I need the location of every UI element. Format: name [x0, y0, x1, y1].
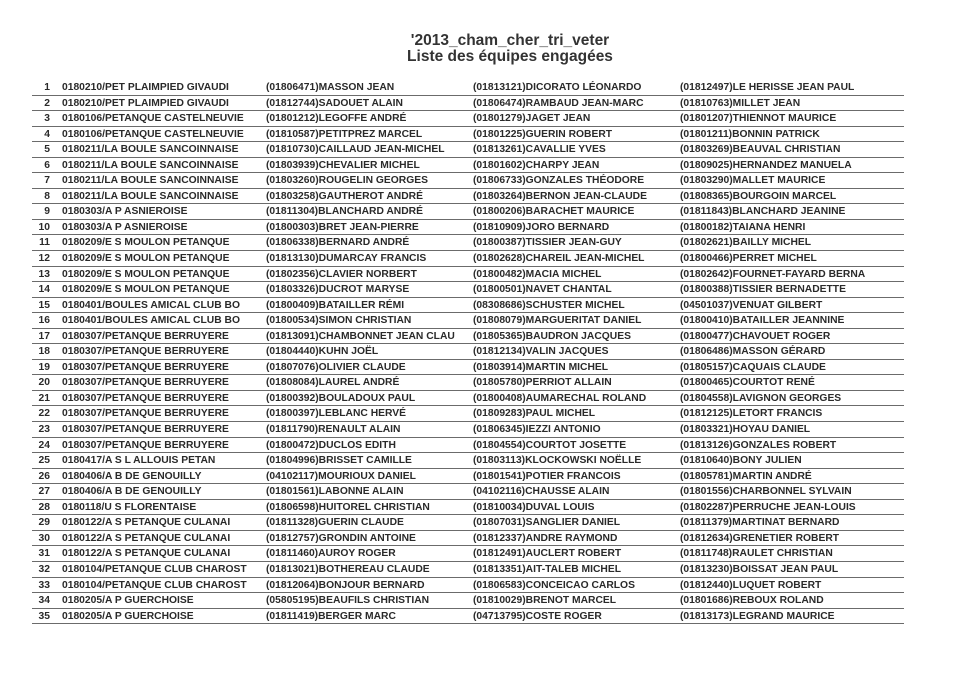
player-2: (01801279)JAGET JEAN	[473, 113, 591, 125]
club-name: 0180303/A P ASNIEROISE	[62, 206, 188, 218]
player-3: (01811843)BLANCHARD JEANINE	[680, 206, 846, 218]
team-number: 5	[44, 144, 50, 156]
player-3: (01809025)HERNANDEZ MANUELA	[680, 159, 852, 171]
player-1: (01812757)GRONDIN ANTOINE	[266, 532, 416, 544]
team-number: 30	[38, 532, 50, 544]
team-number: 28	[38, 501, 50, 513]
club-name: 0180211/LA BOULE SANCOINNAISE	[62, 144, 239, 156]
table-row	[32, 80, 904, 96]
player-1: (01804996)BRISSET CAMILLE	[266, 455, 412, 467]
club-name: 0180307/PETANQUE BERRUYERE	[62, 392, 229, 404]
player-1: (01804440)KUHN JOËL	[266, 346, 379, 358]
player-3: (01804558)LAVIGNON GEORGES	[680, 392, 842, 404]
club-name: 0180209/E S MOULON PETANQUE	[62, 284, 230, 296]
club-name: 0180122/A S PETANQUE CULANAI	[62, 548, 231, 560]
table-row	[32, 142, 904, 158]
table-row	[32, 531, 904, 547]
team-number: 6	[44, 159, 50, 171]
team-number: 24	[38, 439, 50, 451]
team-number: 15	[38, 299, 50, 311]
player-1: (01800472)DUCLOS EDITH	[266, 439, 396, 451]
player-2: (04102116)CHAUSSE ALAIN	[473, 486, 610, 498]
club-name: 0180307/PETANQUE BERRUYERE	[62, 439, 229, 451]
team-number: 27	[38, 486, 50, 498]
player-2: (01810034)DUVAL LOUIS	[473, 501, 595, 513]
club-name: 0180118/U S FLORENTAISE	[62, 501, 197, 513]
player-2: (01812337)ANDRE RAYMOND	[473, 532, 618, 544]
table-row	[32, 438, 904, 454]
team-number: 35	[38, 610, 50, 622]
table-row	[32, 500, 904, 516]
player-1: (01812744)SADOUET ALAIN	[266, 97, 403, 109]
table-row	[32, 344, 904, 360]
club-name: 0180210/PET PLAIMPIED GIVAUDI	[62, 97, 229, 109]
table-row	[32, 593, 904, 609]
player-1: (01811328)GUERIN CLAUDE	[266, 517, 404, 529]
player-3: (01800388)TISSIER BERNADETTE	[680, 284, 846, 296]
player-1: (01803260)ROUGELIN GEORGES	[266, 175, 428, 187]
club-name: 0180211/LA BOULE SANCOINNAISE	[62, 190, 239, 202]
team-number: 18	[38, 346, 50, 358]
table-row	[32, 173, 904, 189]
team-number: 33	[38, 579, 50, 591]
player-2: (01807031)SANGLIER DANIEL	[473, 517, 621, 529]
team-number: 11	[39, 237, 50, 249]
player-1: (01808084)LAUREL ANDRÉ	[266, 377, 400, 389]
player-3: (01801211)BONNIN PATRICK	[680, 128, 820, 140]
club-name: 0180307/PETANQUE BERRUYERE	[62, 424, 229, 436]
team-number: 13	[38, 268, 50, 280]
player-3: (01812634)GRENETIER ROBERT	[680, 532, 840, 544]
player-2: (01813261)CAVALLIE YVES	[473, 144, 606, 156]
team-number: 34	[38, 595, 50, 607]
player-3: (01811379)MARTINAT BERNARD	[680, 517, 840, 529]
club-name: 0180307/PETANQUE BERRUYERE	[62, 377, 229, 389]
player-2: (01800206)BARACHET MAURICE	[473, 206, 635, 218]
player-3: (01808365)BOURGOIN MARCEL	[680, 190, 837, 202]
team-number: 2	[44, 97, 50, 109]
player-1: (05805195)BEAUFILS CHRISTIAN	[266, 595, 430, 607]
player-3: (01806486)MASSON GÉRARD	[680, 346, 826, 358]
team-number: 10	[38, 221, 50, 233]
club-name: 0180406/A B DE GENOUILLY	[62, 486, 202, 498]
player-3: (01800477)CHAVOUET ROGER	[680, 330, 831, 342]
player-1: (01811460)AUROY ROGER	[266, 548, 396, 560]
team-number: 31	[38, 548, 50, 560]
team-number: 25	[38, 455, 50, 467]
table-row	[32, 298, 904, 314]
player-1: (04102117)MOURIOUX DANIEL	[266, 470, 416, 482]
table-row	[32, 469, 904, 485]
club-name: 0180209/E S MOULON PETANQUE	[62, 253, 230, 265]
player-1: (01811790)RENAULT ALAIN	[266, 424, 401, 436]
club-name: 0180209/E S MOULON PETANQUE	[62, 268, 230, 280]
team-number: 21	[38, 392, 50, 404]
club-name: 0180307/PETANQUE BERRUYERE	[62, 361, 229, 373]
table-row	[32, 562, 904, 578]
table-row	[32, 96, 904, 112]
club-name: 0180106/PETANQUE CASTELNEUVIE	[62, 128, 244, 140]
table-row	[32, 360, 904, 376]
player-1: (01806471)MASSON JEAN	[266, 82, 395, 93]
player-3: (01802642)FOURNET-FAYARD BERNA	[680, 268, 866, 280]
club-name: 0180307/PETANQUE BERRUYERE	[62, 408, 229, 420]
player-3: (01800465)COURTOT RENÉ	[680, 377, 815, 389]
player-2: (01800408)AUMARECHAL ROLAND	[473, 392, 647, 404]
player-2: (01809283)PAUL MICHEL	[473, 408, 596, 420]
player-2: (01810029)BRENOT MARCEL	[473, 595, 617, 607]
player-3: (01802287)PERRUCHE JEAN-LOUIS	[680, 501, 856, 513]
table-row	[32, 267, 904, 283]
player-2: (01813121)DICORATO LÉONARDO	[473, 82, 642, 93]
player-1: (01806598)HUITOREL CHRISTIAN	[266, 501, 430, 513]
club-name: 0180417/A S L ALLOUIS PETAN	[62, 455, 216, 467]
table-row	[32, 111, 904, 127]
team-number: 29	[38, 517, 50, 529]
player-3: (01801686)REBOUX ROLAND	[680, 595, 824, 607]
player-2: (01803113)KLOCKOWSKI NOËLLE	[473, 455, 642, 467]
player-2: (01805365)BAUDRON JACQUES	[473, 330, 631, 342]
table-row	[32, 282, 904, 298]
player-1: (01810730)CAILLAUD JEAN-MICHEL	[266, 144, 445, 156]
table-row	[32, 220, 904, 236]
player-1: (01813130)DUMARCAY FRANCIS	[266, 253, 427, 265]
player-3: (01813173)LEGRAND MAURICE	[680, 610, 835, 622]
table-row	[32, 578, 904, 594]
player-3: (01812440)LUQUET ROBERT	[680, 579, 822, 591]
player-3: (01812497)LE HERISSE JEAN PAUL	[680, 82, 855, 93]
player-1: (01811419)BERGER MARC	[266, 610, 396, 622]
table-row	[32, 546, 904, 562]
player-2: (01806474)RAMBAUD JEAN-MARC	[473, 97, 644, 109]
player-1: (01800409)BATAILLER RÉMI	[266, 299, 405, 311]
player-3: (01801207)THIENNOT MAURICE	[680, 113, 837, 125]
club-name: 0180122/A S PETANQUE CULANAI	[62, 517, 231, 529]
document-title: '2013_cham_cher_tri_veter	[410, 32, 610, 49]
player-2: (01800501)NAVET CHANTAL	[473, 284, 612, 296]
player-2: (01803264)BERNON JEAN-CLAUDE	[473, 190, 647, 202]
table-row	[32, 453, 904, 469]
player-2: (01808079)MARGUERITAT DANIEL	[473, 315, 642, 327]
club-name: 0180205/A P GUERCHOISE	[62, 610, 194, 622]
player-3: (01813230)BOISSAT JEAN PAUL	[680, 563, 839, 575]
player-3: (01803321)HOYAU DANIEL	[680, 424, 811, 436]
team-number: 23	[38, 424, 50, 436]
player-3: (01805781)MARTIN ANDRÉ	[680, 470, 812, 482]
player-2: (01806345)IEZZI ANTONIO	[473, 424, 601, 436]
player-2: (01802628)CHAREIL JEAN-MICHEL	[473, 253, 645, 265]
team-number: 14	[38, 284, 50, 296]
team-number: 1	[44, 82, 50, 93]
player-2: (01801602)CHARPY JEAN	[473, 159, 600, 171]
player-3: (04501037)VENUAT GILBERT	[680, 299, 823, 311]
table-row	[32, 127, 904, 143]
player-1: (01813021)BOTHEREAU CLAUDE	[266, 563, 430, 575]
player-2: (01803914)MARTIN MICHEL	[473, 361, 609, 373]
club-name: 0180211/LA BOULE SANCOINNAISE	[62, 159, 239, 171]
player-3: (01805157)CAQUAIS CLAUDE	[680, 361, 826, 373]
player-1: (01800397)LEBLANC HERVÉ	[266, 408, 407, 420]
player-3: (01803269)BEAUVAL CHRISTIAN	[680, 144, 841, 156]
table-row	[32, 329, 904, 345]
team-number: 26	[38, 470, 50, 482]
document-subtitle: Liste des équipes engagées	[407, 48, 613, 65]
player-2: (01800482)MACIA MICHEL	[473, 268, 602, 280]
player-1: (01812064)BONJOUR BERNARD	[266, 579, 425, 591]
player-3: (01812125)LETORT FRANCIS	[680, 408, 823, 420]
player-3: (01811748)RAULET CHRISTIAN	[680, 548, 833, 560]
table-row	[32, 235, 904, 251]
player-1: (01800534)SIMON CHRISTIAN	[266, 315, 412, 327]
club-name: 0180104/PETANQUE CLUB CHAROST	[62, 579, 247, 591]
player-1: (01801212)LEGOFFE ANDRÉ	[266, 113, 407, 125]
player-1: (01807076)OLIVIER CLAUDE	[266, 361, 406, 373]
player-3: (01800410)BATAILLER JEANNINE	[680, 315, 845, 327]
team-number: 4	[44, 128, 50, 140]
club-name: 0180307/PETANQUE BERRUYERE	[62, 346, 229, 358]
table-row	[32, 189, 904, 205]
player-3: (01800466)PERRET MICHEL	[680, 253, 817, 265]
player-1: (01806338)BERNARD ANDRÉ	[266, 237, 410, 249]
club-name: 0180205/A P GUERCHOISE	[62, 595, 194, 607]
player-1: (01810587)PETITPREZ MARCEL	[266, 128, 423, 140]
club-name: 0180106/PETANQUE CASTELNEUVIE	[62, 113, 244, 125]
team-number: 8	[44, 190, 50, 202]
club-name: 0180406/A B DE GENOUILLY	[62, 470, 202, 482]
table-row	[32, 422, 904, 438]
player-2: (01812491)AUCLERT ROBERT	[473, 548, 622, 560]
player-3: (01800182)TAIANA HENRI	[680, 221, 806, 233]
player-2: (01806733)GONZALES THÉODORE	[473, 175, 645, 187]
table-row	[32, 391, 904, 407]
player-2: (01801225)GUERIN ROBERT	[473, 128, 613, 140]
club-name: 0180401/BOULES AMICAL CLUB BO	[62, 315, 240, 327]
club-name: 0180122/A S PETANQUE CULANAI	[62, 532, 231, 544]
teams-table	[32, 80, 904, 624]
table-row	[32, 313, 904, 329]
player-2: (01805780)PERRIOT ALLAIN	[473, 377, 612, 389]
player-2: (01810909)JORO BERNARD	[473, 221, 610, 233]
team-number: 7	[44, 175, 50, 187]
player-2: (01800387)TISSIER JEAN-GUY	[473, 237, 622, 249]
team-number: 3	[44, 113, 50, 125]
team-number: 16	[38, 315, 50, 327]
club-name: 0180307/PETANQUE BERRUYERE	[62, 330, 229, 342]
player-2: (01812134)VALIN JACQUES	[473, 346, 609, 358]
team-number: 9	[44, 206, 50, 218]
club-name: 0180303/A P ASNIEROISE	[62, 221, 188, 233]
team-number: 12	[38, 253, 50, 265]
table-row	[32, 609, 904, 625]
club-name: 0180210/PET PLAIMPIED GIVAUDI	[62, 82, 229, 93]
table-row	[32, 158, 904, 174]
player-3: (01803290)MALLET MAURICE	[680, 175, 826, 187]
player-2: (08308686)SCHUSTER MICHEL	[473, 299, 625, 311]
player-2: (01806583)CONCEICAO CARLOS	[473, 579, 635, 591]
player-1: (01800392)BOULADOUX PAUL	[266, 392, 416, 404]
player-3: (01801556)CHARBONNEL SYLVAIN	[680, 486, 852, 498]
player-1: (01802356)CLAVIER NORBERT	[266, 268, 417, 280]
table-row	[32, 375, 904, 391]
player-3: (01802621)BAILLY MICHEL	[680, 237, 812, 249]
table-row	[32, 484, 904, 500]
team-number: 17	[38, 330, 50, 342]
table-row	[32, 204, 904, 220]
player-1: (01811304)BLANCHARD ANDRÉ	[266, 206, 423, 218]
table-row	[32, 406, 904, 422]
player-1: (01803939)CHEVALIER MICHEL	[266, 159, 420, 171]
team-number: 19	[38, 361, 50, 373]
player-3: (01813126)GONZALES ROBERT	[680, 439, 837, 451]
player-3: (01810763)MILLET JEAN	[680, 97, 801, 109]
table-row	[32, 251, 904, 267]
player-3: (01810640)BONY JULIEN	[680, 455, 802, 467]
club-name: 0180209/E S MOULON PETANQUE	[62, 237, 230, 249]
player-1: (01803258)GAUTHEROT ANDRÉ	[266, 190, 423, 202]
player-2: (01804554)COURTOT JOSETTE	[473, 439, 627, 451]
player-1: (01800303)BRET JEAN-PIERRE	[266, 221, 419, 233]
player-1: (01813091)CHAMBONNET JEAN CLAU	[266, 330, 455, 342]
club-name: 0180104/PETANQUE CLUB CHAROST	[62, 563, 247, 575]
team-number: 22	[38, 408, 50, 420]
player-2: (01813351)AIT-TALEB MICHEL	[473, 563, 622, 575]
player-1: (01803326)DUCROT MARYSE	[266, 284, 410, 296]
table-row	[32, 515, 904, 531]
team-number: 32	[38, 563, 50, 575]
document-header	[380, 33, 640, 65]
club-name: 0180401/BOULES AMICAL CLUB BO	[62, 299, 240, 311]
player-2: (04713795)COSTE ROGER	[473, 610, 602, 622]
player-1: (01801561)LABONNE ALAIN	[266, 486, 404, 498]
player-2: (01801541)POTIER FRANCOIS	[473, 470, 621, 482]
team-number: 20	[38, 377, 50, 389]
club-name: 0180211/LA BOULE SANCOINNAISE	[62, 175, 239, 187]
